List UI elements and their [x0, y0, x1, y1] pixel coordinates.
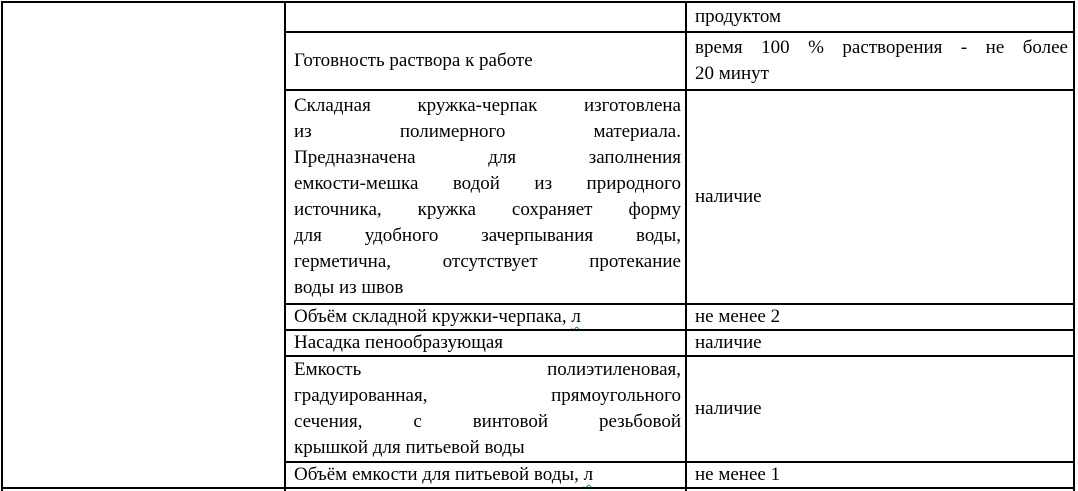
param-cell[interactable] — [285, 304, 686, 330]
param-cell[interactable] — [285, 330, 686, 356]
param-text: Емкость полиэтиленовая, градуированная, прямоугольного сечения, с винтовой резьбовой крышкой для питьевой воды — [294, 359, 681, 458]
left-spanning-cell[interactable] — [2, 2, 285, 488]
param-text: Объём складной кружки-черпака, — [294, 306, 572, 327]
value-cell[interactable] — [686, 304, 1074, 330]
param-text: Объём емкости для питьевой воды, — [294, 464, 584, 485]
value-cell[interactable] — [686, 356, 1074, 462]
param-text: Готовность раствора к работе — [294, 50, 533, 71]
param-text: Складная кружка-черпак изготовлена из полимерного материала. Предназначена для заполнения емкости-мешка водой из природного источника, кружка сохраняет форму для удобного зачерпывания воды, герметична, отсутствует протекание воды из швов — [294, 95, 681, 298]
value-cell[interactable] — [686, 90, 1074, 304]
value-text: не менее 1 — [695, 464, 781, 485]
param-cell[interactable] — [285, 356, 686, 462]
value-text: наличие — [695, 186, 762, 207]
value-cell[interactable] — [686, 2, 1074, 32]
param-cell[interactable] — [285, 90, 686, 304]
param-cell[interactable] — [285, 32, 686, 90]
row-product-continuation — [2, 2, 1074, 32]
value-text: время 100 % растворения - не более 20 минут — [695, 37, 1068, 84]
grammar-squiggle-text: л — [571, 306, 581, 327]
value-text: продуктом — [695, 6, 781, 27]
requirements-table — [1, 1, 1075, 491]
grammar-squiggle-text: л — [583, 464, 594, 485]
value-text: наличие — [695, 398, 762, 419]
value-cell[interactable] — [686, 462, 1074, 488]
param-cell[interactable] — [285, 2, 686, 32]
value-cell[interactable] — [686, 330, 1074, 356]
value-cell[interactable] — [686, 32, 1074, 90]
param-text: Насадка пенообразующая — [294, 332, 504, 353]
value-text: не менее 2 — [695, 306, 781, 327]
param-cell[interactable] — [285, 462, 686, 488]
value-text: наличие — [695, 332, 762, 353]
